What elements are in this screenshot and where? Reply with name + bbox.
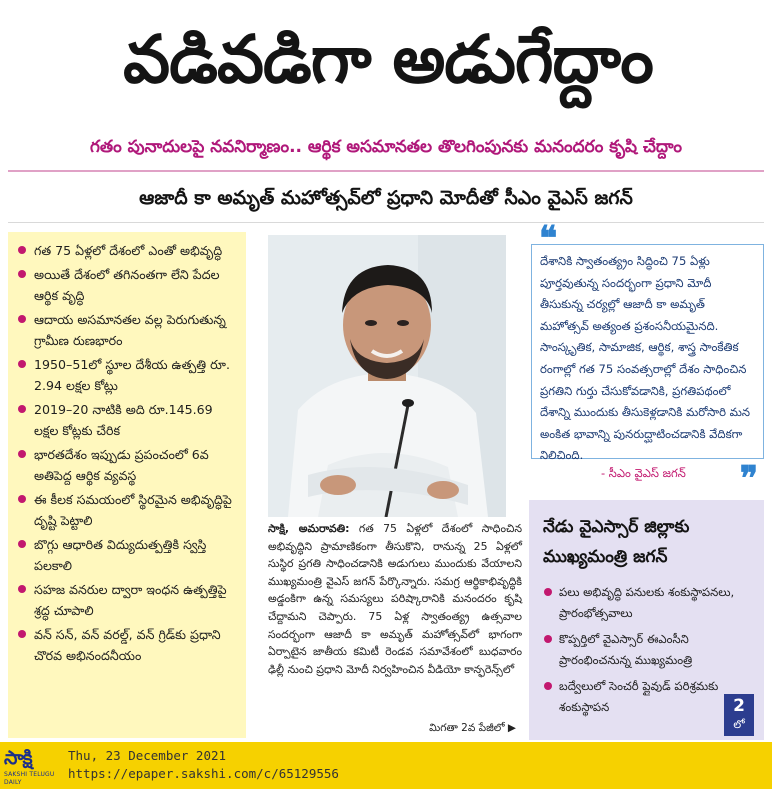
close-quote-icon: ❞ bbox=[739, 459, 758, 499]
quote-attribution: - సీఎం వైఎస్ జగన్ bbox=[601, 466, 686, 480]
epaper-url[interactable]: https://epaper.sakshi.com/c/65129556 bbox=[68, 766, 339, 781]
highlights-list bbox=[16, 240, 240, 666]
highlight-item: భారతదేశం ఇప్పుడు ప్రపంచంలో 6వ అతిపెద్ద ఆర్థిక వ్యవస్థ bbox=[16, 444, 240, 486]
chief-minister-photo bbox=[268, 235, 506, 517]
bullet-icon bbox=[18, 360, 26, 368]
sidebar-item: బద్వేలులో సెంచరీ ప్లైవుడ్ పరిశ్రమకు శంకుస్థాపన bbox=[543, 676, 754, 718]
deck-headline: ఆజాదీ కా అమృత్ మహోత్సవ్‌లో ప్రధాని మోదీతో సీఎం వైఎస్ జగన్ bbox=[139, 187, 633, 209]
sidebar-box bbox=[529, 500, 764, 740]
bullet-icon bbox=[18, 246, 26, 254]
sakshi-logo: సాక్షి SAKSHI TELUGU DAILY bbox=[4, 747, 55, 786]
article-dateline: సాక్షి, అమరావతి: bbox=[268, 522, 350, 535]
highlight-item: 2019–20 నాటికి అది రూ.145.69 లక్షల కోట్లకు చేరిక bbox=[16, 399, 240, 441]
sidebar-list bbox=[543, 582, 754, 718]
divider bbox=[8, 170, 764, 172]
bullet-icon bbox=[544, 682, 552, 690]
highlight-item: అయితే దేశంలో తగినంతగా లేని పేదల ఆర్థిక వృద్ధి bbox=[16, 264, 240, 306]
issue-date: Thu, 23 December 2021 bbox=[68, 748, 227, 763]
bullet-icon bbox=[18, 270, 26, 278]
bullet-icon bbox=[18, 315, 26, 323]
bullet-icon bbox=[18, 630, 26, 638]
sidebar-item: పలు అభివృద్ధి పనులకు శంకుస్థాపనలు, ప్రారంభోత్సవాలు bbox=[543, 582, 754, 624]
highlight-item: ఈ కీలక సమయంలో స్థిరమైన అభివృద్ధిపై దృష్టి పెట్టాలి bbox=[16, 489, 240, 531]
highlight-item: ఆదాయ అసమానతల వల్ల పెరుగుతున్న గ్రామీణ రుణభారం bbox=[16, 309, 240, 351]
continued-link[interactable]: మిగతా 2వ పేజీలో ▶ bbox=[429, 722, 516, 735]
highlight-item: గత 75 ఏళ్లలో దేశంలో ఎంతో అభివృద్ధి bbox=[16, 240, 240, 261]
quote-box bbox=[531, 219, 764, 499]
bullet-icon bbox=[18, 585, 26, 593]
bullet-icon bbox=[544, 588, 552, 596]
bullet-icon bbox=[544, 635, 552, 643]
highlights-box bbox=[8, 232, 246, 738]
page-reference-badge[interactable]: 2 లో bbox=[724, 694, 754, 736]
open-quote-icon: ❝ bbox=[539, 219, 558, 259]
highlight-item: సహజ వనరుల ద్వారా ఇంధన ఉత్పత్తిపై శ్రద్ధ చూపాలి bbox=[16, 579, 240, 621]
highlight-item: వన్ సన్, వన్ వరల్డ్, వన్ గ్రిడ్‌కు ప్రధాని చొరవ అభినందనీయం bbox=[16, 624, 240, 666]
quote-text: దేశానికి స్వాతంత్య్రం సిద్ధించి 75 ఏళ్లు పూర్తవుతున్న సందర్భంగా ప్రధాని మోదీ తీసుకున్న చర్యల్లో ఆజాదీ కా అమృత్ మహోత్సవ్ అత్యంత ప్రశంసనీయమైనది. సాంస్కృతిక, సామాజిక, ఆర్థిక, శాస్త్ర సాంకేతిక రంగాల్లో గత 75 సంవత్సరాల్లో దేశం సాధించిన ప్రగతిని గుర్తు చేసుకోవడానికి, ప్రగతిపథంలో దేశాన్ని ముందుకు తీసుకెళ్లడానికి మరోసారి మన అంకిత భావాన్ని పునరుద్ఘాటించడానికి వేదికగా నిలిచింది. bbox=[531, 244, 764, 459]
headline: వడివడిగా అడుగేద్దాం bbox=[123, 21, 653, 98]
bullet-icon bbox=[18, 495, 26, 503]
subheadline: గతం పునాదులపై నవనిర్మాణం.. ఆర్థిక అసమానతల తొలగింపునకు మనందరం కృషి చేద్దాం bbox=[89, 137, 683, 157]
portrait-illustration bbox=[268, 235, 506, 517]
sidebar-title: నేడు వైఎస్సార్ జిల్లాకు ముఖ్యమంత్రి జగన్ bbox=[543, 517, 690, 567]
highlight-item: 1950–51లో స్థూల దేశీయ ఉత్పత్తి రూ. 2.94 లక్షల కోట్లు bbox=[16, 354, 240, 396]
bullet-icon bbox=[18, 405, 26, 413]
bullet-icon bbox=[18, 540, 26, 548]
sidebar-item: కొప్పర్తిలో వైఎస్సార్ ఈఎంసీని ప్రారంభించనున్న ముఖ్యమంత్రి bbox=[543, 629, 754, 671]
bullet-icon bbox=[18, 450, 26, 458]
footer-bar bbox=[0, 742, 772, 789]
article-body bbox=[268, 520, 522, 738]
article-text: గత 75 ఏళ్లలో దేశంలో సాధించిన అభివృద్ధిని ప్రామాణికంగా తీసుకొని, రానున్న 25 ఏళ్లలో సుస్థిర ప్రగతి సాధించడానికి అడుగులు ముందుకు వేయాలని ముఖ్యమంత్రి వైఎస్ జగన్ పేర్కొన్నారు. సమగ్ర ఆర్థికాభివృద్ధికి అడ్డంకిగా ఉన్న సమస్యలు పరిష్కారానికి మనందరం కృషి చేద్దామని చెప్పారు. 75 ఏళ్ల స్వాతంత్య్ర ఉత్సవాల సందర్భంగా ఆజాదీ కా అమృత్ మహోత్సవ్‌లో భాగంగా ఏర్పాటైన జాతీయ కమిటీ రెండవ సమావేశంలో బుధవారం ఢిల్లీ నుంచి ప్రధాని మోదీ నిర్వహించిన వీడియో కాన్ఫరెన్స్‌లో bbox=[268, 522, 522, 676]
highlight-item: బొగ్గు ఆధారిత విద్యుదుత్పత్తికి స్వస్తి పలకాలి bbox=[16, 534, 240, 576]
